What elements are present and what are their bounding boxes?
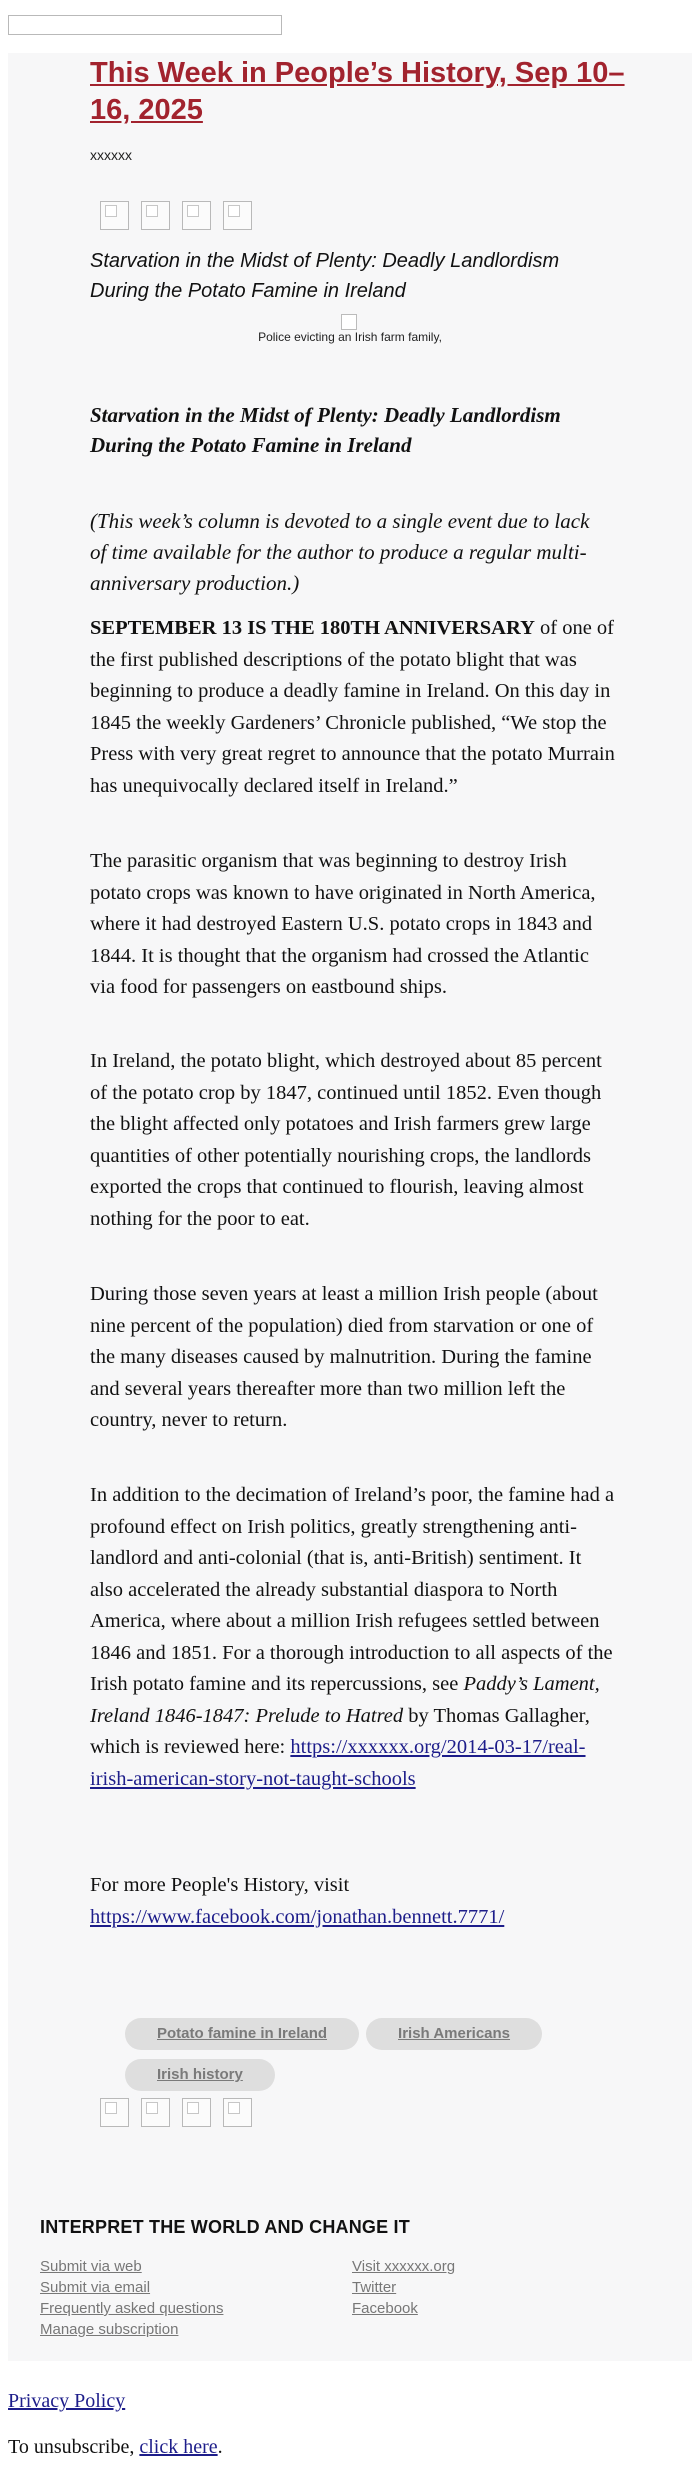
paragraph-text: of one of the first published descriptions of the potato blight that was beginning to produce a deadly famine in Ireland. On this day in 1845 the weekly Gardeners’ Chronicle published, “We stop the Press with very great regret to announce that the potato Murrain has unequivocally declared itself in Ireland.” — [90, 617, 615, 797]
paragraph-text: In addition to the decimation of Ireland’s poor, the famine had a profound effect on Irish politics, greatly strengthening anti-landlord and anti-colonial (that is, anti-British) sentiment. It also accelerated the already substantial diaspora to North America, where about a million Irish refugees settled between 1846 and 1851. For a thorough introduction to all aspects of the Irish potato famine and its repercussions, see — [90, 1484, 615, 1695]
article-paragraph — [90, 613, 618, 802]
submit-via-email-link[interactable]: Submit via email — [40, 2279, 151, 2296]
feature-subtitle: Starvation in the Midst of Plenty: Deadly Landlordism During the Potato Famine in Ireland — [90, 250, 560, 302]
share-icon[interactable] — [141, 2098, 170, 2127]
article-paragraph: In Ireland, the potato blight, which destroyed about 85 percent of the potato crop by 1847, continued until 1852. Even though the blight affected only potatoes and Irish farmers grew large quantities of other potentially nourishing crops, the landlords exported the crops that continued to flourish, leaving almost nothing for the poor to eat. — [90, 1050, 602, 1230]
share-icon[interactable] — [100, 201, 129, 230]
share-icon[interactable] — [223, 201, 252, 230]
footer-heading: INTERPRET THE WORLD AND CHANGE IT — [40, 2217, 410, 2237]
manage-subscription-link[interactable]: Manage subscription — [40, 2321, 179, 2338]
paragraph-text: For more People's History, visit — [90, 1874, 350, 1896]
share-icon[interactable] — [223, 2098, 252, 2127]
unsubscribe-text: To unsubscribe, — [8, 2436, 140, 2458]
share-icon[interactable] — [182, 2098, 211, 2127]
share-icon[interactable] — [100, 2098, 129, 2127]
unsubscribe-line — [8, 2436, 223, 2459]
book-title: Paddy’s Lament, Ireland 1846-1847: Prelude to Hatred — [90, 1673, 600, 1727]
privacy-policy-link[interactable]: Privacy Policy — [8, 2390, 126, 2412]
twitter-link[interactable]: Twitter — [352, 2279, 397, 2296]
tag-link[interactable]: Irish Americans — [366, 2018, 542, 2050]
unsubscribe-link[interactable]: click here — [139, 2436, 218, 2458]
paragraph-text: by Thomas Gallagher, which is reviewed here: — [90, 1704, 590, 1758]
visit-site-link[interactable]: Visit xxxxxx.org — [352, 2258, 456, 2275]
tag-link[interactable]: Potato famine in Ireland — [125, 2018, 359, 2050]
image-caption: Police evicting an Irish farm family, — [258, 330, 442, 344]
unsubscribe-punct: . — [217, 2436, 223, 2458]
article-title: Starvation in the Midst of Plenty: Deadly Landlordism During the Potato Famine in Ireland — [90, 403, 561, 457]
author-name: xxxxxx — [90, 147, 132, 163]
submit-via-web-link[interactable]: Submit via web — [40, 2258, 142, 2275]
facebook-profile-link[interactable]: https://www.facebook.com/jonathan.bennett.7771/ — [90, 1905, 505, 1928]
share-row-bottom — [100, 2098, 252, 2127]
share-icon[interactable] — [182, 201, 211, 230]
tag-list — [125, 2018, 585, 2091]
tag-link[interactable]: Irish history — [125, 2059, 275, 2091]
facebook-link[interactable]: Facebook — [352, 2300, 418, 2317]
article-intro: (This week’s column is devoted to a single event due to lack of time available for the author to produce a regular multi-anniversary production.) — [90, 509, 590, 595]
article-paragraph — [90, 1870, 618, 1933]
share-row-top — [100, 201, 252, 230]
review-link[interactable]: https://xxxxxx.org/2014-03-17/real-irish-american-story-not-taught-schools — [90, 1736, 586, 1790]
newsletter-logo-image — [8, 15, 282, 35]
faq-link[interactable]: Frequently asked questions — [40, 2300, 224, 2317]
page-title[interactable]: This Week in People’s History, Sep 10–16, 2025 — [90, 57, 625, 126]
share-icon[interactable] — [141, 201, 170, 230]
article-paragraph: During those seven years at least a million Irish people (about nine percent of the population) died from starvation or one of the many diseases caused by malnutrition. During the famine and several years thereafter more than two million left the country, never to return. — [90, 1283, 598, 1431]
paragraph-lead: SEPTEMBER 13 IS THE 180TH ANNIVERSARY — [90, 617, 535, 639]
feature-image — [341, 314, 357, 330]
article-paragraph: The parasitic organism that was beginning to destroy Irish potato crops was known to have originated in North America, where it had destroyed Eastern U.S. potato crops in 1843 and 1844. It is thought that the organism had crossed the Atlantic via food for passengers on eastbound ships. — [90, 850, 596, 998]
article-paragraph — [90, 1480, 618, 1795]
